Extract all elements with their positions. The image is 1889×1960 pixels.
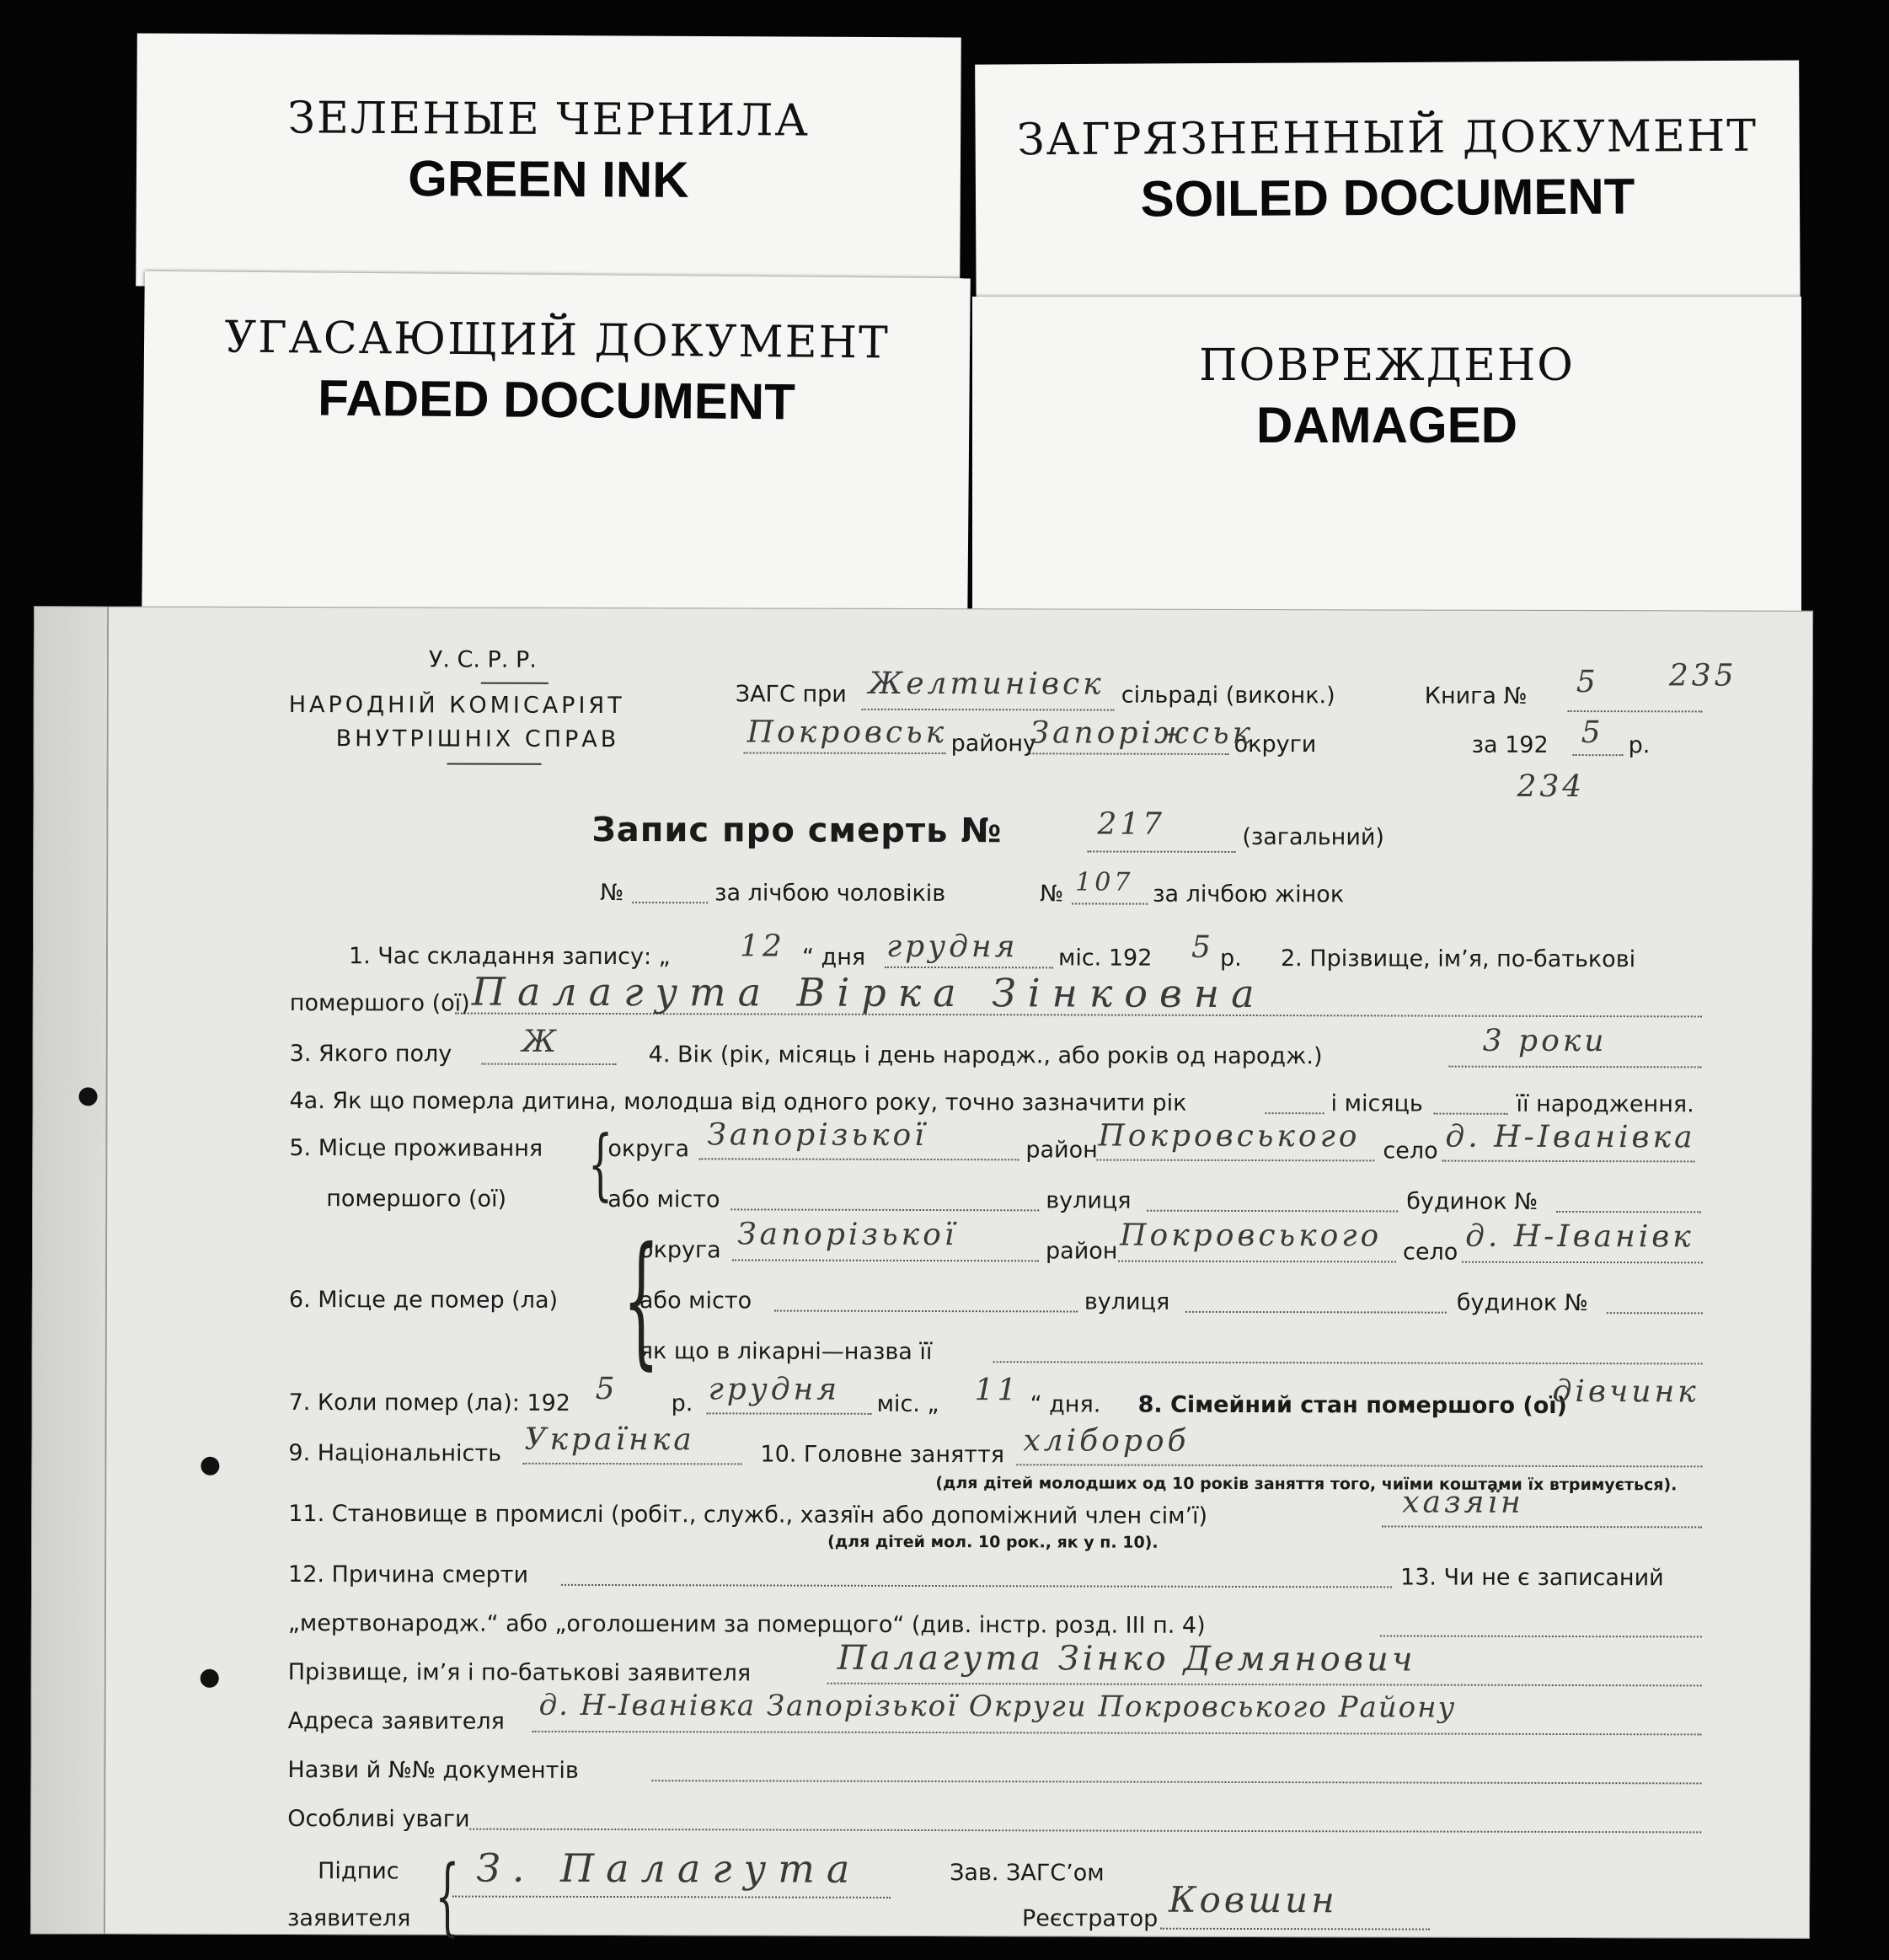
f6-likarni-line [993, 1361, 1703, 1364]
f6-selo-value: д. Н-Іванівк [1465, 1218, 1694, 1255]
brace: { [623, 1217, 660, 1384]
budynok-label: будинок № [1406, 1188, 1538, 1215]
f5-okruga-value: Запорізької [707, 1117, 928, 1154]
divider [447, 763, 542, 765]
f1-mis: міс. 192 [1057, 945, 1153, 972]
card-en-text: DAMAGED [1256, 397, 1517, 453]
zags-label: ЗАГС при [735, 681, 847, 708]
f1-month: грудня [886, 929, 1019, 965]
f5-raion-line [1096, 1159, 1374, 1162]
record-number: 217 [1097, 806, 1166, 842]
card-en-text: FADED DOCUMENT [317, 369, 796, 431]
sign-label-2: заявителя [286, 1905, 411, 1932]
f1-r: р. [1219, 945, 1242, 972]
f7-day: 11 [974, 1373, 1020, 1408]
f11-value: хазяїн [1402, 1485, 1524, 1520]
card-ru-text: ЗЕЛЕНЫЕ ЧЕРНИЛА [287, 93, 811, 147]
f2-label: 2. Прізвище, ім’я, по-батькові [1280, 945, 1636, 973]
f4a-year-line [1265, 1112, 1324, 1114]
registrar-label: Реєстратор [1021, 1905, 1159, 1932]
f1-label: 1. Час складання запису: „ [348, 943, 671, 971]
f10-label: 10. Головне заняття [760, 1441, 1005, 1469]
f4a-month-line [1433, 1113, 1507, 1115]
women-count-label: за лічбою жінок [1153, 881, 1345, 908]
okrug-line [1027, 752, 1229, 755]
brace: { [587, 1118, 613, 1210]
f6-label: 6. Місце де помер (ла) [288, 1287, 559, 1314]
f6-okruga-value: Запорізької [737, 1217, 958, 1253]
zags-value: Желтинівск [868, 666, 1105, 702]
zagalny-label: (загальний) [1242, 823, 1385, 851]
f4-line [1449, 1066, 1702, 1068]
kniga-value: 5 [1576, 665, 1599, 700]
divider [481, 683, 549, 684]
f1-day: 12 [739, 929, 785, 964]
vulytsia-label: вулиця [1046, 1187, 1132, 1214]
year-line [1573, 754, 1624, 756]
docs-line [651, 1780, 1701, 1784]
f7-dnya: “ дня. [1030, 1391, 1101, 1418]
f1-month-line [885, 967, 1053, 969]
address-label: Адреса заявителя [287, 1708, 505, 1735]
number-234: 234 [1517, 768, 1586, 805]
f7-label: 7. Коли помер (ла): 192 [288, 1390, 571, 1416]
raion-value: Покровськ [747, 715, 948, 751]
r-label: р. [1628, 732, 1651, 759]
org-commissariat: НАРОДНІЙ КОМІСАРІЯТ [288, 692, 625, 720]
raion-line [744, 752, 946, 754]
raion-label: район [1025, 1137, 1098, 1164]
men-number-line [632, 902, 708, 903]
f11-note: (для дітей мол. 10 рок., як у п. 10). [827, 1532, 1159, 1552]
notes-line [469, 1829, 1701, 1834]
f5-selo-line [1442, 1160, 1694, 1163]
f4a-end: її народження. [1516, 1090, 1694, 1118]
registrar-line [1160, 1928, 1430, 1931]
brace: { [435, 1846, 460, 1946]
f10-value: хлібороб [1023, 1423, 1190, 1459]
death-record-form [30, 606, 1813, 1946]
punch-hole [79, 1087, 98, 1106]
sign-label: Підпис [318, 1858, 399, 1885]
raionu-label: району [950, 731, 1037, 758]
f5-misto-line [730, 1208, 1039, 1211]
abo-misto-label: або місто [607, 1186, 720, 1213]
women-number: 107 [1075, 867, 1134, 897]
f3-line [482, 1063, 617, 1065]
okruga-label: округа [607, 1136, 690, 1163]
women-number-line [1072, 902, 1148, 904]
likarni-label: як що в лікарні—назва її [639, 1338, 933, 1366]
org-ussr: У. С. Р. Р. [428, 646, 537, 673]
card-ru-text: ЗАГРЯЗНЕННЫЙ ДОКУМЕНТ [1017, 110, 1758, 166]
card-ru-text: ПОВРЕЖДЕНО [1199, 340, 1575, 391]
green-ink-card [136, 33, 961, 290]
f6-selo-line [1462, 1261, 1703, 1264]
f10-line [1016, 1464, 1702, 1467]
soiled-document-card [975, 60, 1801, 334]
f2b-label: помершого (ої) [289, 990, 470, 1017]
f11-label: 11. Становище в промислі (робіт., служб., хазяїн або допоміжний член сім’ї) [288, 1501, 1208, 1529]
year-value: 5 [1581, 715, 1604, 751]
org-internal-affairs: ВНУТРІШНІХ СПРАВ [335, 726, 620, 753]
f6-budynok-line [1607, 1312, 1703, 1314]
f7-month: грудня [708, 1372, 841, 1407]
f5-okruga-line [698, 1158, 1019, 1160]
vulytsia-label: вулиця [1084, 1288, 1170, 1315]
applicant-signature: З. Палагута [476, 1845, 862, 1892]
men-number-label: № [600, 879, 624, 907]
f13-line [1380, 1635, 1702, 1637]
deceased-name: Палагута Вірка Зінковна [471, 968, 1266, 1017]
silradi-label: сільраді (виконк.) [1121, 682, 1335, 710]
f6-vulytsia-line [1185, 1311, 1447, 1314]
applicant-name: Палагута Зінко Демянович [837, 1638, 1416, 1679]
f4a-mid: і місяць [1330, 1090, 1423, 1117]
address-value: д. Н-Іванівка Запорізької Округи Покровського Району [538, 1688, 1457, 1725]
applicant-line [827, 1683, 1702, 1687]
f13-label: 13. Чи не є записаний [1400, 1564, 1664, 1592]
f1-dnya: “ дня [801, 944, 866, 971]
corner-number: 235 [1668, 658, 1737, 693]
f5-raion-value: Покровського [1098, 1118, 1361, 1154]
f9-label: 9. Національність [288, 1440, 502, 1467]
docs-label: Назви й №№ документів [287, 1757, 579, 1784]
kniga-line [1568, 710, 1703, 712]
f4-value: 3 роки [1482, 1023, 1608, 1059]
f6-misto-line [774, 1310, 1078, 1313]
abo-misto-label: або місто [639, 1288, 752, 1315]
budynok-label: будинок № [1456, 1289, 1588, 1317]
year-label: за 192 [1471, 731, 1549, 758]
f3-label: 3. Якого полу [289, 1041, 452, 1068]
raion-label: район [1046, 1238, 1118, 1265]
f7-month-line [707, 1412, 872, 1415]
f10-note: (для дітей молодших од 10 років заняття того, чиїми коштами їх втримується). [935, 1474, 1678, 1495]
okrug-value: Запоріжськ [1030, 715, 1255, 752]
applicant-label: Прізвище, ім’я і по-батькові заявителя [287, 1659, 752, 1687]
card-en-text: SOILED DOCUMENT [1140, 168, 1635, 228]
f4-label: 4. Вік (рік, місяць і день народж., або років од народж.) [648, 1042, 1323, 1070]
f5-vulytsia-line [1147, 1210, 1398, 1213]
record-number-line [1087, 851, 1235, 853]
faded-document-card [142, 271, 971, 624]
okruga-label: округа [639, 1237, 721, 1264]
f11-line [1382, 1525, 1702, 1528]
registrar-signature: Ковшин [1168, 1878, 1338, 1921]
notes-label: Особливі уваги [287, 1806, 470, 1833]
f9-line [522, 1463, 741, 1465]
sign-line [452, 1896, 891, 1898]
f5-budynok-line [1556, 1211, 1701, 1213]
punch-hole [201, 1669, 219, 1688]
f6-okruga-line [732, 1259, 1039, 1261]
card-ru-text: УГАСАЮЩИЙ ДОКУМЕНТ [224, 312, 890, 369]
f5-label: 5. Місце проживання [289, 1135, 543, 1162]
selo-label: село [1403, 1239, 1458, 1266]
f1-year: 5 [1191, 929, 1214, 965]
men-count-label: за лічбою чоловіків [714, 880, 946, 908]
f7-year: 5 [595, 1371, 618, 1407]
f7-r: р. [671, 1390, 693, 1417]
f6-raion-value: Покровського [1120, 1218, 1383, 1254]
punch-hole [201, 1457, 219, 1475]
zav-label: Зав. ЗАГС’ом [950, 1860, 1105, 1887]
zags-line [862, 709, 1115, 711]
f4a-label: 4а. Як що померла дитина, молодша від одного року, точно зазначити рік [289, 1088, 1187, 1117]
okrugy-label: округи [1233, 731, 1317, 758]
kniga-label: Книга № [1424, 683, 1528, 710]
record-title: Запис про смерть № [591, 810, 1003, 851]
f12-line [561, 1584, 1392, 1588]
f12-label: 12. Причина смерти [288, 1561, 529, 1588]
f6-raion-line [1118, 1261, 1396, 1263]
selo-label: село [1383, 1138, 1438, 1165]
women-number-label: № [1040, 881, 1064, 908]
f9-value: Українка [524, 1422, 695, 1458]
f8-value: дівчинк [1552, 1374, 1699, 1410]
f3-value: Ж [522, 1024, 560, 1059]
damaged-card [972, 297, 1801, 627]
f7-mis: міс. „ [876, 1390, 939, 1418]
card-en-text: GREEN INK [408, 150, 689, 208]
f5b-label: помершого (ої) [326, 1186, 507, 1213]
f8-label: 8. Сімейний стан помершого (ої) [1137, 1391, 1567, 1420]
f5-selo-value: д. Н-Іванівка [1445, 1119, 1696, 1155]
address-line [532, 1731, 1702, 1736]
f13b-label: „мертвонародж.“ або „оголошеним за померщого“ (див. інстр. розд. III п. 4) [287, 1610, 1206, 1639]
